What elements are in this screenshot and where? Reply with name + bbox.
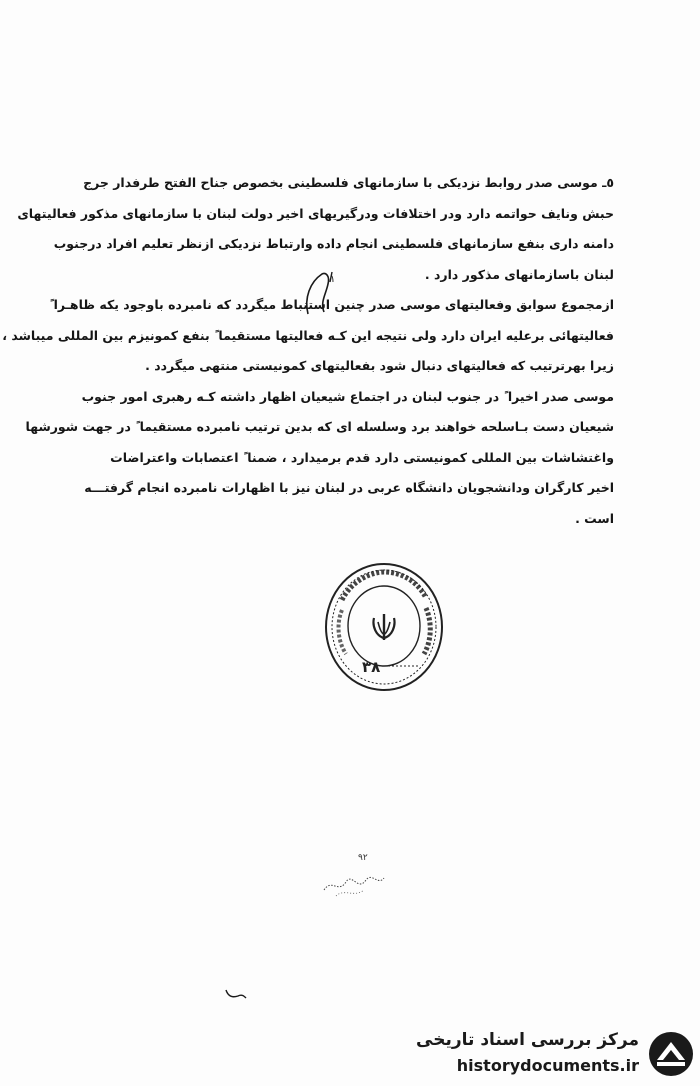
text-line: شیعیان دست بـاسلحه خواهند برد وسلسله ای که بدین ترتیب نامبرده مستقیما ً در جهت شورشها xyxy=(25,419,614,434)
text-line: حبش ونایف حواتمه دارد ودر اختلافات ودرگیریهای اخیر دولت لبنان با سازمانهای مذکور فعالیتهای xyxy=(17,205,614,221)
watermark xyxy=(410,1026,695,1082)
official-seal xyxy=(322,560,446,694)
document-body xyxy=(2,168,614,534)
paragraph-1 xyxy=(17,168,614,290)
seal-number: ۳۸ xyxy=(362,658,381,676)
text-line: اخیر کارگران ودانشجویان دانشگاه عربی در لبنان نیز با اظهارات نامبرده انجام گرفتـــه xyxy=(84,480,614,495)
text-line: است . xyxy=(575,510,614,526)
text-line: واغتشاشات بین المللی کمونیستی دارد قدم برمیدارد ، ضمنا ً اعتصابات واعتراضات xyxy=(110,449,614,465)
text-line: دامنه داری بنفع سازمانهای فلسطینی انجام داده وارتباط نزدیکی ازنظر تعلیم افراد درجنوب xyxy=(53,236,614,251)
text-line: ازمجموع سوابق وفعالیتهای موسی صدر چنین استنباط میگردد که نامبرده باوجود یکه ظاهـرا ً xyxy=(49,297,614,312)
text-line: لبنان باسازمانهای مذکور دارد . xyxy=(424,266,614,282)
paragraph-2 xyxy=(2,290,614,382)
text-line: زیرا بهرترتیب که فعالیتهای دنبال شود بفعالیتهای کمونیستی منتهی میگردد . xyxy=(145,358,614,373)
bottom-scribble xyxy=(318,850,398,900)
text-line: ٥ـ موسی صدر روابط نزدیکی با سازمانهای فلسطینی بخصوص جناح الفتح طرفدار جرج xyxy=(83,175,614,190)
ink-mark xyxy=(224,986,248,1002)
handwritten-mark xyxy=(300,268,340,318)
text-line: موسی صدر اخیرا ً در جنوب لبنان در اجتماع شیعیان اظهار داشته کـه رهبری امور جنوب xyxy=(81,388,614,404)
archive-logo-icon xyxy=(647,1030,695,1078)
paragraph-3 xyxy=(25,382,614,535)
watermark-url[interactable]: historydocuments.ir xyxy=(456,1056,639,1075)
handwritten-mark-text: ۱ xyxy=(330,274,336,285)
watermark-title: مرکز بررسی اسناد تاریخی xyxy=(416,1030,639,1050)
text-line: فعالیتهائی برعلیه ایران دارد ولی نتیجه این کـه فعالیتها مستقیما ً بنفع کمونیزم بین المللی میباشد ، xyxy=(2,327,614,343)
bottom-scribble-text: ۹۲ xyxy=(358,853,368,863)
